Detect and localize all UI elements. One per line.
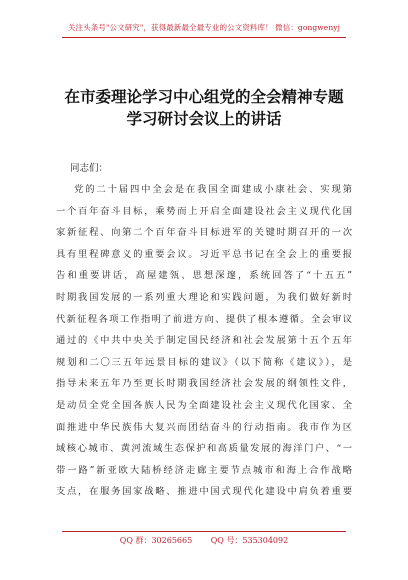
footer-divider	[62, 531, 346, 532]
body-line: 代新征程各项工作指明了前进方向、提供了根本遵循。全会审议	[56, 313, 352, 325]
body-line: 支点，在服务国家战略、推进中国式现代化建设中肩负着重要	[56, 486, 352, 498]
footer-qq-group: QQ 群：30265665	[119, 536, 193, 545]
header-banner: 关注头条号"公文研究"，获得最新最全最专业的公文资料库！ 微信：gongwenyj	[67, 23, 341, 32]
header-divider	[62, 37, 346, 38]
footer-contact	[0, 535, 408, 546]
body-line: 时期我国发展的一系列重大理论和实践问题，为我们做好新时	[56, 291, 352, 303]
title-line-1: 在市委理论学习中心组党的全会精神专题	[64, 88, 344, 106]
body-line: 家新征程、向第二个百年奋斗目标进军的关键时期召开的一次	[56, 227, 352, 239]
body-line: 告和重要讲话，高屋建瓴、思想深邃，系统回答了“十五五”	[56, 270, 352, 282]
document-title	[0, 86, 408, 130]
body-line: 具有里程碑意义的重要会议。习近平总书记在全会上的重要报	[56, 248, 352, 260]
body-text	[56, 179, 352, 503]
body-line: 规划和二〇三五年远景目标的建议》（以下简称《建议》），是	[56, 356, 352, 368]
body-line: 是动员全党全国各族人民为全面建设社会主义现代化国家、全	[56, 399, 352, 411]
body-line: 面推进中华民族伟大复兴而团结奋斗的行动指南。我市作为区	[56, 421, 352, 433]
body-line: 通过的《中共中央关于制定国民经济和社会发展第十五个五年	[56, 335, 352, 347]
body-line: 党的二十届四中全会是在我国全面建成小康社会、实现第	[74, 184, 352, 195]
body-line: 一个百年奋斗目标，乘势而上开启全面建设社会主义现代化国	[56, 205, 352, 217]
body-line: 域核心城市、黄河流域生态保护和高质量发展的海洋门户、“一	[56, 443, 352, 455]
body-line: 带一路”新亚欧大陆桥经济走廊主要节点城市和海上合作战略	[56, 464, 352, 476]
title-line-2: 学习研讨会议上的讲话	[126, 110, 282, 128]
salutation: 同志们：	[70, 163, 109, 174]
body-line: 指导未来五年乃至更长时期我国经济社会发展的纲领性文件，	[56, 378, 352, 390]
footer-qq-number: QQ 号：535304092	[210, 536, 289, 545]
